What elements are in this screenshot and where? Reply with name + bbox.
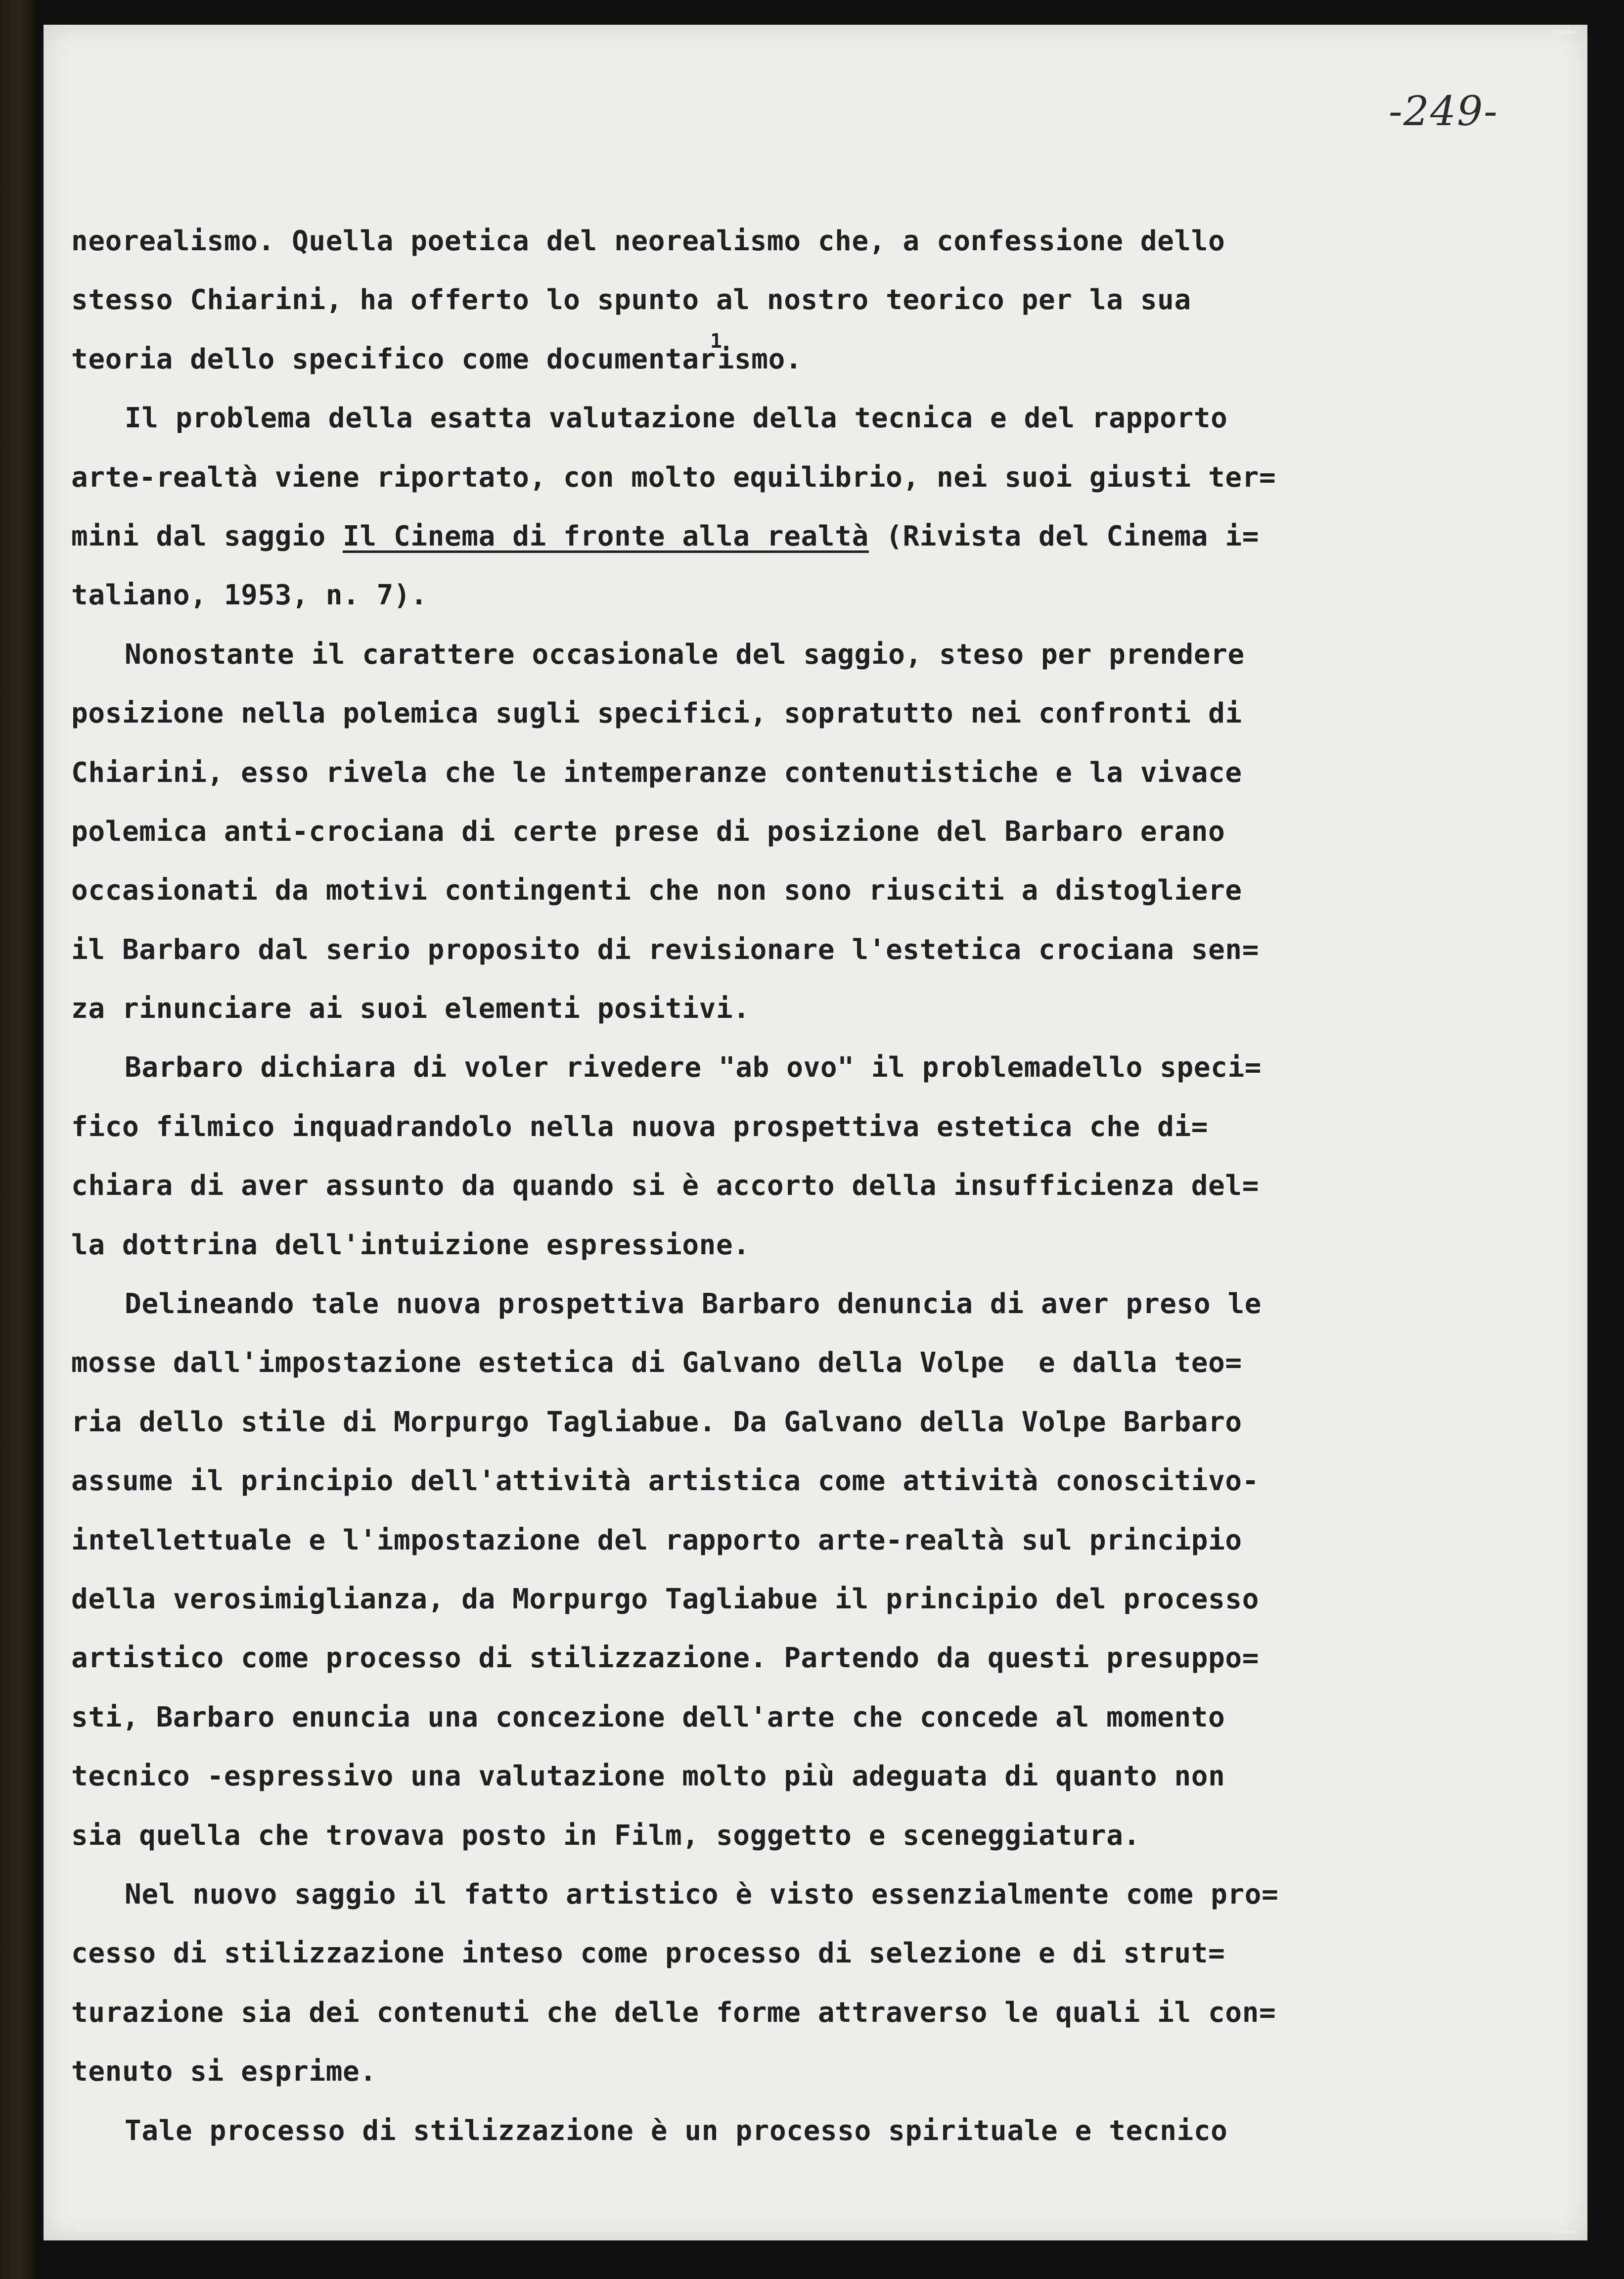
text-line (71, 1924, 1535, 1983)
line-text: za rinunciare ai suoi elementi positivi. (71, 993, 750, 1025)
text-line (71, 1452, 1535, 1510)
text-line (71, 1333, 1535, 1392)
line-text: taliano, 1953, n. 7). (71, 579, 428, 612)
line-text: (Rivista del Cinema i= (868, 520, 1260, 552)
line-text: chiara di aver assunto da quando si è accorto della insufficienza del= (71, 1170, 1260, 1202)
text-line (71, 330, 1535, 389)
text-line (71, 802, 1535, 861)
text-line (71, 1865, 1535, 1924)
line-text: assume il principio dell'attività artistica come attività conoscitivo- (71, 1465, 1260, 1498)
line-text: mosse dall'impostazione estetica di Galvano della Volpe e dalla teo= (71, 1347, 1242, 1379)
line-text: teoria dello specifico come documentar (71, 343, 716, 375)
text-line (71, 389, 1535, 448)
text-line (71, 1038, 1535, 1097)
text-line (71, 507, 1535, 566)
line-text: Tale processo di stilizzazione è un processo spirituale e tecnico (125, 2114, 1228, 2147)
corner-mark (1555, 31, 1577, 34)
line-text: artistico come processo di stilizzazione. Partendo da questi presuppo= (71, 1642, 1260, 1675)
text-line (71, 1216, 1535, 1275)
line-text: stesso Chiarini, ha offerto lo spunto al nostro teorico per la sua (71, 284, 1191, 317)
text-line (71, 1688, 1535, 1747)
line-text: tenuto si esprime. (71, 2055, 377, 2088)
corner-mark (1555, 2231, 1577, 2233)
text-line (71, 1097, 1535, 1156)
page-number: -249- (1389, 88, 1498, 135)
line-text: della verosimiglianza, da Morpurgo Tagliabue il principio del processo (71, 1583, 1260, 1615)
line-text: Il problema della esatta valutazione della tecnica e del rapporto (125, 402, 1228, 435)
text-line (71, 625, 1535, 684)
text-line (71, 1570, 1535, 1629)
text-line (71, 1156, 1535, 1215)
line-text: tecnico -espressivo una valutazione molto più adeguata di quanto non (71, 1760, 1225, 1793)
text-line (71, 566, 1535, 625)
line-text: ria dello stile di Morpurgo Tagliabue. Da Galvano della Volpe Barbaro (71, 1406, 1242, 1438)
footnote-marker: 1 (710, 329, 722, 353)
text-line (71, 920, 1535, 979)
line-text: ismo. (717, 343, 803, 375)
line-text: il Barbaro dal serio proposito di revisionare l'estetica crociana sen= (71, 933, 1260, 966)
line-text: intellettuale e l'impostazione del rapporto arte-realtà sul principio (71, 1524, 1242, 1556)
line-text: posizione nella polemica sugli specifici, sopratutto nei confronti di (71, 697, 1242, 730)
line-text: Nel nuovo saggio il fatto artistico è visto essenzialmente come pro= (125, 1878, 1279, 1911)
line-text: mini dal saggio (71, 520, 343, 552)
text-line (71, 1806, 1535, 1865)
line-text: neorealismo. Quella poetica del neorealismo che, a confessione dello (71, 225, 1225, 257)
line-text: Nonostante il carattere occasionale del saggio, steso per prendere (125, 638, 1245, 671)
text-line (71, 1511, 1535, 1570)
text-line (71, 684, 1535, 743)
binding-strip (0, 0, 35, 2279)
text-line (71, 2042, 1535, 2101)
line-text: occasionati da motivi contingenti che non sono riusciti a distogliere (71, 874, 1242, 907)
text-line (71, 1983, 1535, 2042)
line-text: Delineando tale nuova prospettiva Barbaro denuncia di aver preso le (125, 1288, 1262, 1321)
line-text: cesso di stilizzazione inteso come processo di selezione e di strut= (71, 1937, 1225, 1970)
text-line (71, 743, 1535, 802)
text-line (71, 1275, 1535, 1333)
line-text: arte-realtà viene riportato, con molto equilibrio, nei suoi giusti ter= (71, 461, 1276, 494)
text-line (71, 448, 1535, 507)
text-line (71, 979, 1535, 1038)
text-line (71, 271, 1535, 329)
text-line (71, 2101, 1535, 2160)
typewritten-page (44, 25, 1587, 2240)
line-text: polemica anti-crociana di certe prese di posizione del Barbaro erano (71, 815, 1225, 848)
line-text: Chiarini, esso rivela che le intemperanze contenutistiche e la vivace (71, 756, 1242, 789)
text-line (71, 1393, 1535, 1452)
body-text (71, 212, 1535, 2160)
text-line (71, 212, 1535, 271)
line-text: sia quella che trovava posto in Film, soggetto e sceneggiatura. (71, 1819, 1140, 1852)
line-text: fico filmico inquadrandolo nella nuova prospettiva estetica che di= (71, 1110, 1209, 1143)
underlined-title: Il Cinema di fronte alla realtà (343, 520, 869, 552)
line-text: sti, Barbaro enuncia una concezione dell'arte che concede al momento (71, 1701, 1225, 1733)
text-line (71, 1747, 1535, 1806)
line-text: Barbaro dichiara di voler rivedere "ab ovo" il problemadello speci= (125, 1051, 1262, 1084)
line-text: turazione sia dei contenuti che delle forme attraverso le quali il con= (71, 1996, 1276, 2029)
text-line (71, 1629, 1535, 1687)
text-line (71, 861, 1535, 920)
line-text: la dottrina dell'intuizione espressione. (71, 1229, 750, 1261)
